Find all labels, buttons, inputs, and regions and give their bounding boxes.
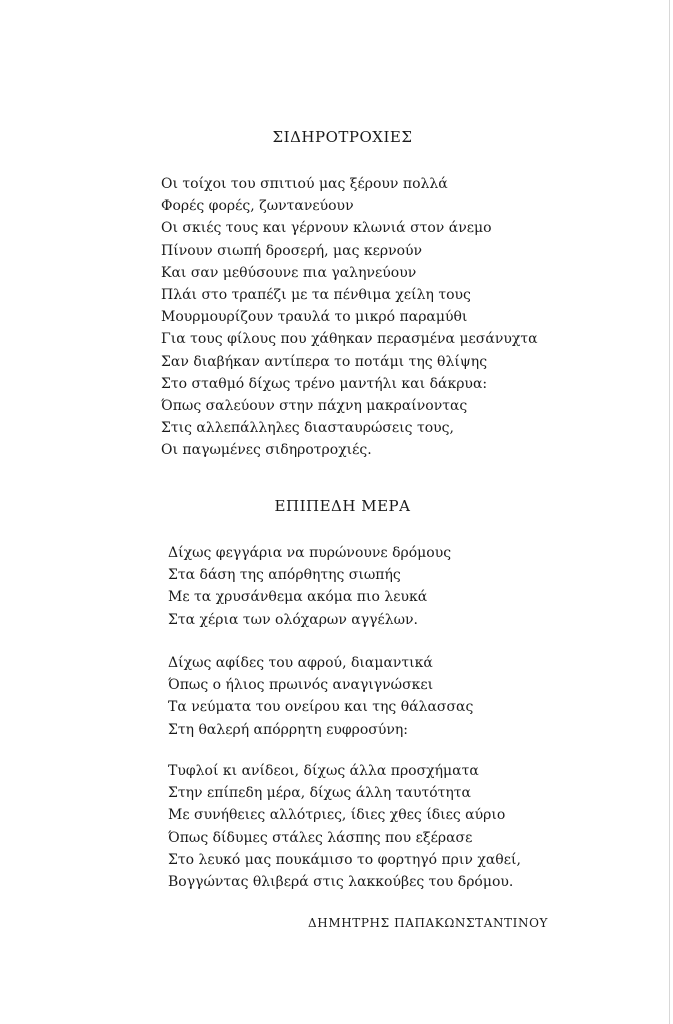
poem-line: Στη θαλερή απόρρητη ευφροσύνη: xyxy=(168,721,408,738)
poem-line: Στα χέρια των ολόχαρων αγγέλων. xyxy=(168,611,418,628)
poem-line: Τυφλοί κι ανίδεοι, δίχως άλλα προσχήματα xyxy=(168,763,479,779)
poem-line: Στο σταθμό δίχως τρένο μαντήλι και δάκρυα: xyxy=(161,375,488,392)
poem-title-sidirotroxies: ΣΙΔΗΡΟΤΡΟΧΙΕΣ xyxy=(272,128,413,146)
poem-line: Μουρμουρίζουν τραυλά το μικρό παραμύθι xyxy=(161,309,468,326)
poem-stanza xyxy=(168,542,451,631)
poem-line: Τα νεύματα του ονείρου και της θάλασσας xyxy=(168,699,474,716)
poem-stanza xyxy=(168,760,521,893)
poem-stanza xyxy=(161,173,538,462)
poem-line: Στο λευκό μας πουκάμισο το φορτηγό πριν χαθεί, xyxy=(168,851,521,868)
poem-title-epipedi-mera: ΕΠΙΠΕΔΗ ΜΕΡΑ xyxy=(274,497,411,515)
poem-line: Φορές φορές, ζωντανεύουν xyxy=(161,198,354,215)
poem-line: Όπως σαλεύουν στην πάχνη μακραίνοντας xyxy=(161,398,468,415)
poem-line: Όπως ο ήλιος πρωινός αναγιγνώσκει xyxy=(168,677,434,694)
poem-line: Με συνήθειες αλλότριες, ίδιες χθες ίδιες αύριο xyxy=(168,807,506,824)
poem-line: Δίχως φεγγάρια να πυρώνουνε δρόμους xyxy=(168,545,452,561)
poem-line: Βογγώντας θλιβερά στις λακκούβες του δρόμου. xyxy=(168,874,514,891)
author-name: ΔΗΜΗΤΡΗΣ ΠΑΠΑΚΩΝΣΤΑΝΤΙΝΟΥ xyxy=(308,916,549,930)
poem-line: Στις αλλεπάλληλες διασταυρώσεις τους, xyxy=(161,420,454,437)
poem-line: Για τους φίλους που χάθηκαν περασμένα μεσάνυχτα xyxy=(161,331,538,348)
poem-line: Σαν διαβήκαν αντίπερα το ποτάμι της θλίψης xyxy=(161,353,488,370)
poem-line: Πίνουν σιωπή δροσερή, μας κερνούν xyxy=(161,242,423,259)
poem-line: Και σαν μεθύσουνε πια γαληνεύουν xyxy=(161,264,417,281)
poem-line: Όπως δίδυμες στάλες λάσπης που εξέρασε xyxy=(168,829,473,846)
poem-line: Οι παγωμένες σιδηροτροχιές. xyxy=(161,442,372,459)
poem-line: Οι σκιές τους και γέρνουν κλωνιά στον άνεμο xyxy=(161,220,492,237)
poem-line: Στην επίπεδη μέρα, δίχως άλλη ταυτότητα xyxy=(168,785,471,802)
poem-line: Με τα χρυσάνθεμα ακόμα πιο λευκά xyxy=(168,589,428,606)
poem-line: Οι τοίχοι του σπιτιού μας ξέρουν πολλά xyxy=(161,176,448,192)
poem-stanza xyxy=(168,652,473,741)
poem-line: Δίχως αφίδες του αφρού, διαμαντικά xyxy=(168,655,433,671)
poem-line: Πλάι στο τραπέζι με τα πένθιμα χείλη τους xyxy=(161,287,471,304)
poem-line: Στα δάση της απόρθητης σιωπής xyxy=(168,567,401,584)
